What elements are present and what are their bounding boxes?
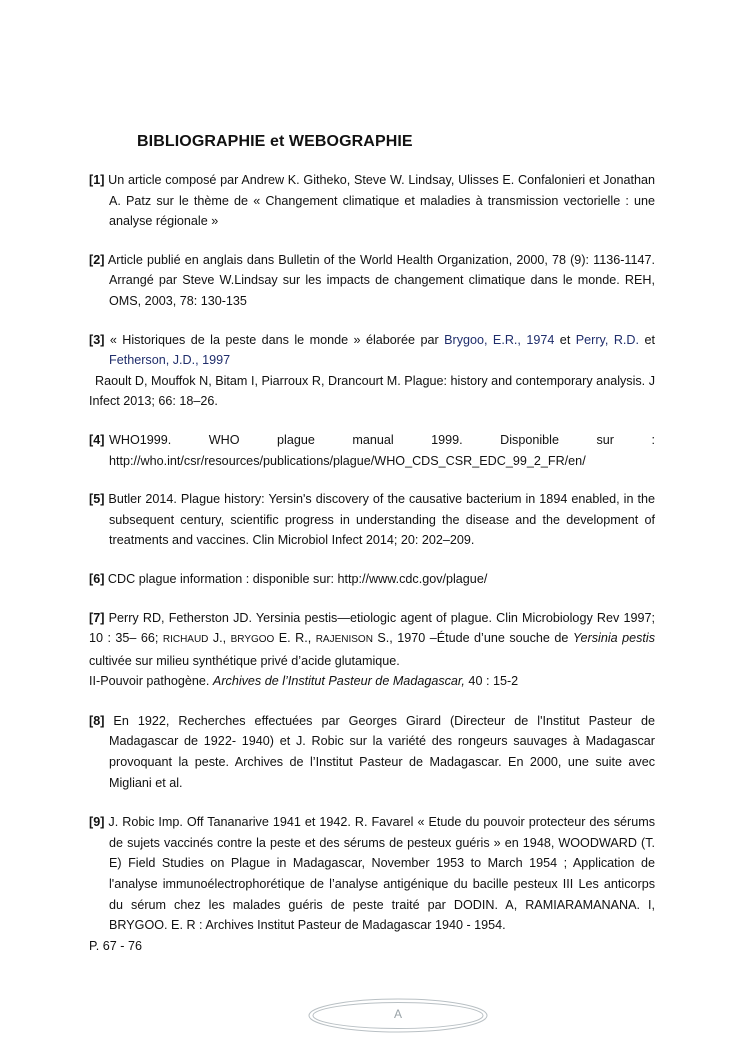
page-number: A [393, 1007, 402, 1021]
reference-text: J. Robic Imp. Off Tananarive 1941 et 1942. R. Favarel « Etude du pouvoir protecteur des sérums de sujets vaccinés contre la peste et des sérums de pesteux guéris » en 1948, WOODWARD (T. E) Field Studies on Plague in Madagascar, November 1953 to March 1954 ; Application de l'analyse immunoélectrophorétique de l’analyse antigénique du bacille pesteux III Les anticorps du sérum chez les malades guéris de peste traité par DODIN. A, RAMIARAMANANA. I, BRYGOO. E. R : Archives Institut Pasteur de Madagascar 1940 - 1954. [108, 815, 656, 933]
author-link: Brygoo, E.R., 1974 [444, 332, 555, 347]
reference-word: Disponible [500, 432, 559, 447]
reference-word: manual [352, 432, 394, 447]
reference-item [89, 489, 655, 551]
reference-number: [8] [89, 713, 105, 728]
reference-tail: P. 67 - 76 [89, 938, 142, 953]
author-link: Fetherson, J.D., 1997 [109, 353, 231, 368]
reference-extra: Raoult D, Mouffok N, Bitam I, Piarroux R, Drancourt M. Plague: history and contemporary analysis. J Infect 2013; 66: 18–26. [89, 373, 655, 409]
reference-item [89, 170, 655, 232]
reference-number: [3] [89, 332, 105, 347]
reference-word: sur [596, 432, 614, 447]
reference-number: [7] [89, 610, 105, 625]
reference-text: Un article composé par Andrew K. Githeko, Steve W. Lindsay, Ulisses E. Confalonieri et Jonathan A. Patz sur le thème de « Changement climatique et maladies à transmission vectorielle : une analyse régionale » [108, 173, 655, 229]
reference-number: [4] [89, 432, 105, 447]
page-title: BIBLIOGRAPHIE et WEBOGRAPHIE [137, 133, 413, 150]
reference-text: S., 1970 –Étude d’une souche de [372, 631, 573, 646]
reference-word: : [651, 432, 655, 447]
reference-word: WHO [208, 432, 240, 447]
reference-text: « Historiques de la peste dans le monde » élaborée par [109, 332, 445, 347]
reference-number: [1] [89, 173, 105, 187]
reference-text: E. R., [274, 631, 316, 646]
author-name: RICHAUD [162, 634, 209, 646]
reference-word: WHO1999. [109, 432, 172, 447]
reference-number: [2] [89, 252, 105, 267]
reference-text: et [639, 332, 655, 347]
reference-text: 40 : 15-2 [464, 674, 519, 689]
journal-title: Archives de l’Institut Pasteur de Madagascar, [212, 674, 465, 689]
reference-url: http://who.int/csr/resources/publications/plague/WHO_CDS_CSR_EDC_99_2_FR/en/ [109, 453, 586, 468]
species-name: Yersinia pestis [572, 631, 655, 646]
reference-number: [5] [89, 492, 105, 507]
reference-item [89, 430, 655, 471]
reference-text: cultivée sur milieu synthétique privé d’acide glutamique. [89, 653, 400, 668]
reference-number: [6] [89, 571, 105, 586]
reference-text: et [554, 332, 576, 347]
reference-text: Perry RD, Fetherston JD. Yersinia pestis—etiologic agent of plague. Clin Microbiology Rev 1997; 10 : 35– 66; [89, 610, 656, 646]
author-name: RAJENISON [315, 634, 373, 646]
reference-item [89, 330, 655, 412]
reference-list [89, 170, 655, 956]
reference-item [89, 711, 655, 793]
reference-item [89, 250, 655, 312]
reference-word: plague [277, 432, 315, 447]
reference-text: En 1922, Recherches effectuées par Georges Girard (Directeur de l'Institut Pasteur de Madagascar de 1922- 1940) et J. Robic sur la variété des rongeurs sauvages à Madagascar provoquant la peste. Archives de l’Institut Pasteur de Madagascar. En 2000, une suite avec Migliani et al. [109, 713, 655, 790]
reference-item [89, 569, 655, 590]
reference-item [89, 608, 655, 692]
reference-text: Butler 2014. Plague history: Yersin's discovery of the causative bacterium in 1894 enabled, in the subsequent century, scientific progress in understanding the disease and the development of treatments and vaccines. Clin Microbiol Infect 2014; 20: 202–209. [108, 492, 655, 548]
reference-text: J., [208, 631, 231, 646]
reference-item [89, 812, 655, 956]
reference-number: [9] [89, 815, 105, 830]
reference-text: Article publié en anglais dans Bulletin of the World Health Organization, 2000, 78 (9): 1136-1147. Arrangé par Steve W.Lindsay sur les impacts de changement climatique dans le monde. REH, OMS, 2003, 78: 130-135 [107, 252, 655, 308]
author-name: BRYGOO [230, 634, 275, 646]
author-link: Perry, R.D. [575, 332, 640, 347]
reference-text: CDC plague information : disponible sur: http://www.cdc.gov/plague/ [107, 571, 488, 586]
reference-word: 1999. [431, 432, 463, 447]
reference-text: II-Pouvoir pathogène. [89, 674, 213, 689]
